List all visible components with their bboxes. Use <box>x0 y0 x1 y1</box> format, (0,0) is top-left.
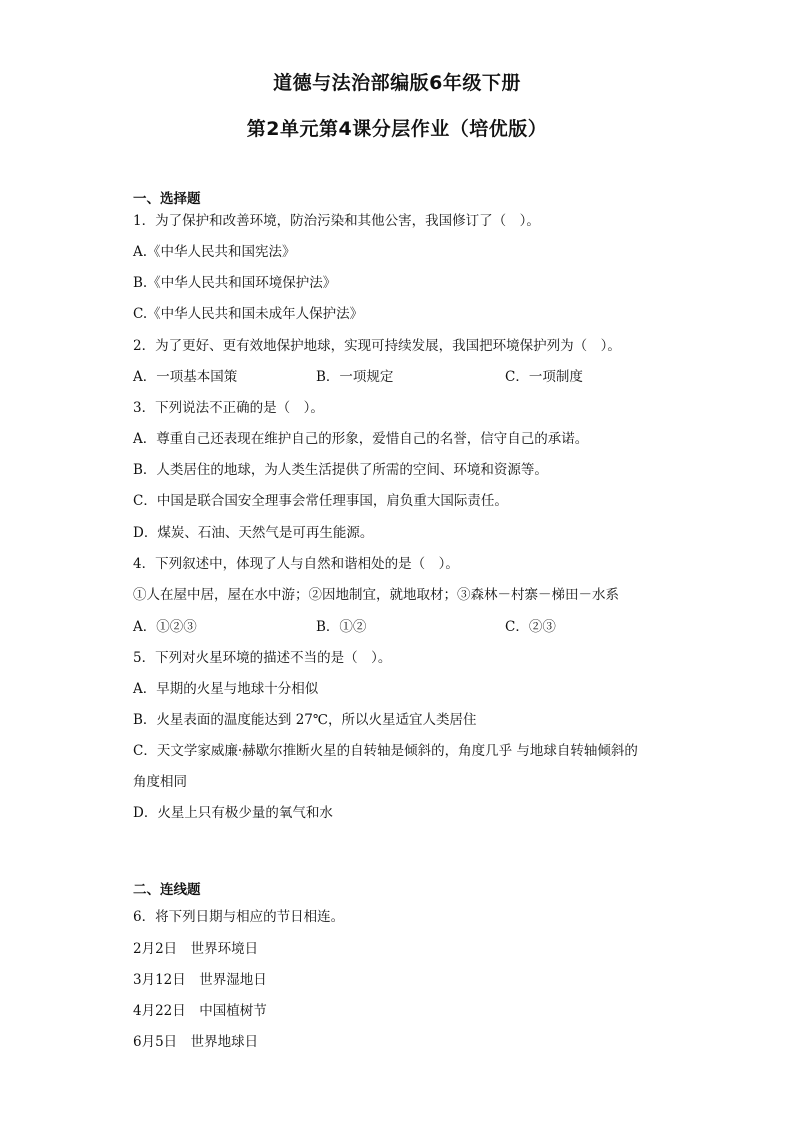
page-title: 道德与法治部编版6年级下册 <box>273 72 521 94</box>
question-2-option-a: A．一项基本国策 <box>133 369 238 385</box>
question-4-option-a: A．①②③ <box>133 619 197 635</box>
question-4-option-c: C．②③ <box>505 619 556 635</box>
question-5-option-d: D．火星上只有极少量的氧气和水 <box>133 805 333 821</box>
question-6-item: 3月12日 世界湿地日 <box>133 972 267 988</box>
question-6-item: 6月5日 世界地球日 <box>133 1034 259 1050</box>
question-1-option-b: B.《中华人民共和国环境保护法》 <box>133 275 337 291</box>
question-3-option-d: D．煤炭、石油、天然气是可再生能源。 <box>133 525 374 541</box>
question-5-option-c-line1: C．天文学家威廉·赫歇尔推断火星的自转轴是倾斜的，角度几乎 与地球自转轴倾斜的 <box>133 743 638 759</box>
section-heading-matching: 二、连线题 <box>133 882 201 898</box>
question-3-stem: 3．下列说法不正确的是（ ）。 <box>133 400 324 416</box>
question-5-stem: 5．下列对火星环境的描述不当的是（ ）。 <box>133 650 392 666</box>
question-6-item: 2月2日 世界环境日 <box>133 941 259 957</box>
question-1-option-a: A.《中华人民共和国宪法》 <box>133 244 296 260</box>
question-1-option-c: C.《中华人民共和国未成年人保护法》 <box>133 306 364 322</box>
question-5-option-c-line2: 角度相同 <box>133 774 187 790</box>
question-3-option-b: B．人类居住的地球，为人类生活提供了所需的空间、环境和资源等。 <box>133 462 548 478</box>
question-4-stem: 4．下列叙述中，体现了人与自然和谐相处的是（ ）。 <box>133 556 459 572</box>
question-3-option-c: C．中国是联合国安全理事会常任理事国，肩负重大国际责任。 <box>133 493 508 509</box>
question-6-item: 4月22日 中国植树节 <box>133 1003 267 1019</box>
question-4-statement: ①人在屋中居，屋在水中游；②因地制宜，就地取材；③森林－村寨－梯田－水系 <box>133 587 619 603</box>
question-3-option-a: A．尊重自己还表现在维护自己的形象，爱惜自己的名誉，信守自己的承诺。 <box>133 431 589 447</box>
question-6-stem: 6．将下列日期与相应的节日相连。 <box>133 909 345 925</box>
question-2-stem: 2．为了更好、更有效地保护地球，实现可持续发展，我国把环境保护列为（ ）。 <box>133 338 621 354</box>
question-5-option-b: B．火星表面的温度能达到 27℃，所以火星适宜人类居住 <box>133 712 477 728</box>
question-1-stem: 1．为了保护和改善环境，防治污染和其他公害，我国修订了（ ）。 <box>133 213 540 229</box>
page-subtitle: 第2单元第4课分层作业（培优版） <box>246 118 548 140</box>
question-5-option-a: A．早期的火星与地球十分相似 <box>133 681 319 697</box>
section-heading-choice: 一、选择题 <box>133 191 201 207</box>
question-4-option-b: B．①② <box>316 619 367 635</box>
question-2-option-b: B．一项规定 <box>316 369 394 385</box>
question-2-option-c: C．一项制度 <box>505 369 583 385</box>
